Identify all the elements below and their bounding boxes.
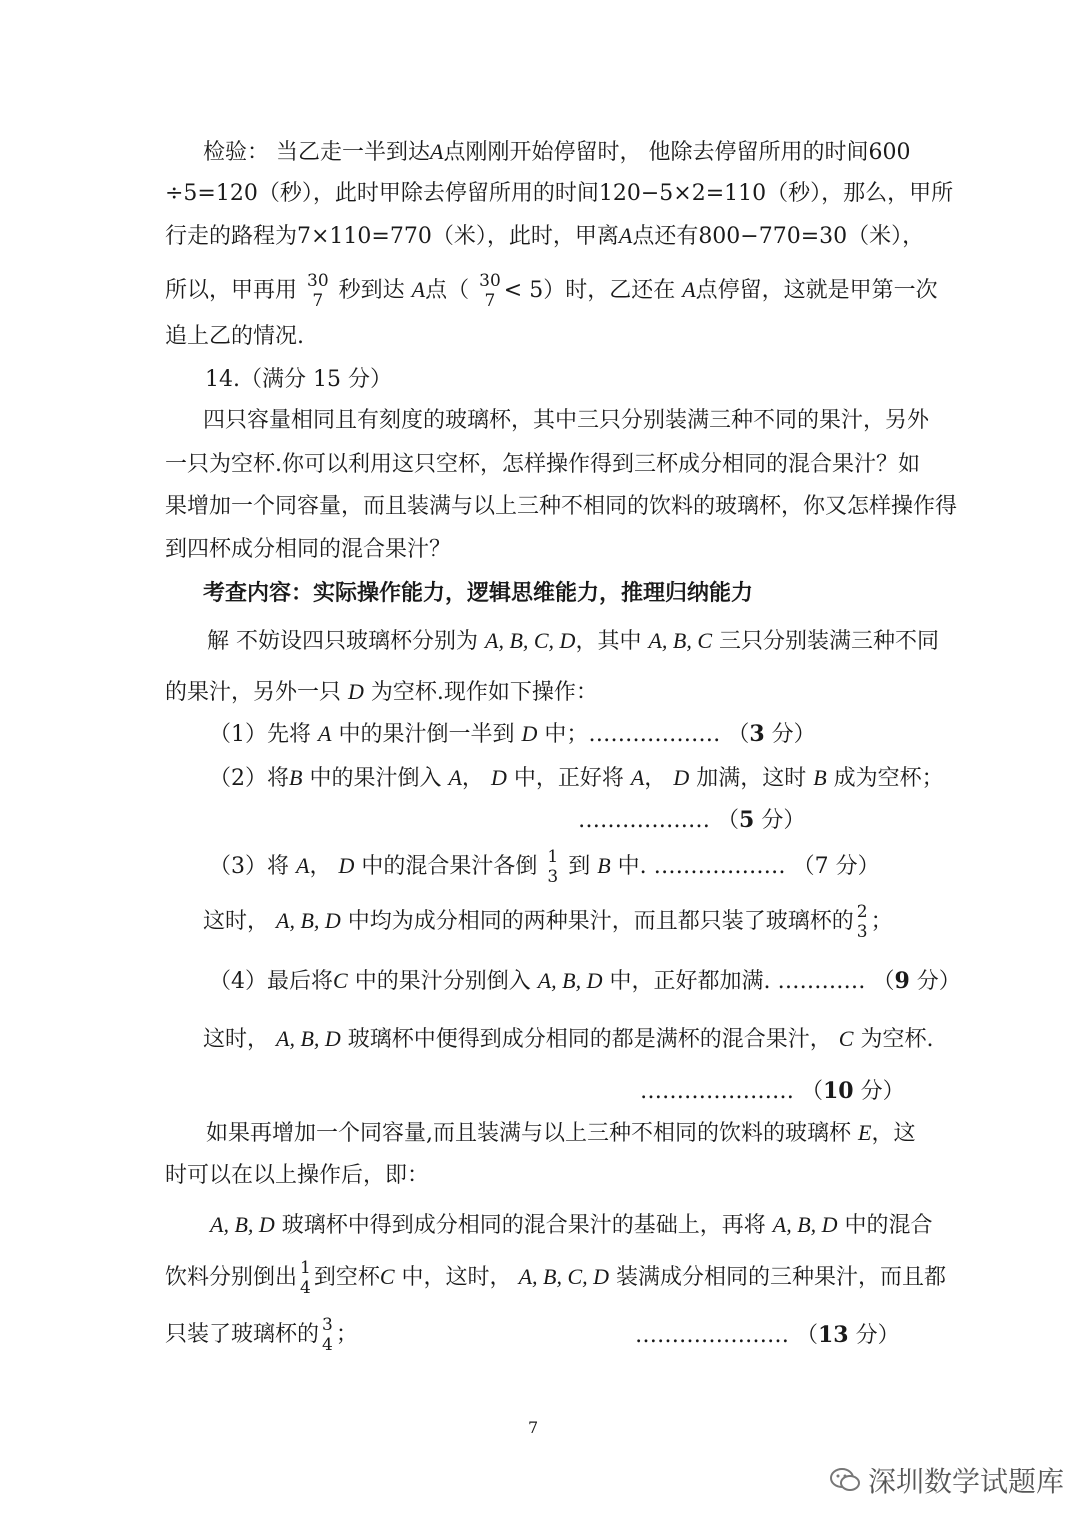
text-line: 果增加一个同容量，而且装满与以上三种不相同的饮料的玻璃杯，你又怎样操作得 [165,494,958,519]
text-line: A, B, D 玻璃杯中得到成分相同的混合果汁的基础上，再将 A, B, D 中的混合 [210,1212,933,1238]
fraction: 30 7 [479,271,501,311]
text-line: 只装了玻璃杯的 3 4 ； [165,1315,358,1355]
text-line: 这时， A, B, D 中均为成分相同的两种果汁，而且都只装了玻璃杯的 2 3 ； [203,902,893,942]
text-line: 一只为空杯.你可以利用这只空杯，怎样操作得到三杯成分相同的混合果汁？如 [165,452,920,477]
text-line: 时可以在以上操作后，即： [165,1163,430,1188]
fraction: 30 7 [307,271,329,311]
text-line: 如果再增加一个同容量,而且装满与以上三种不相同的饮料的玻璃杯 E，这 [206,1120,916,1146]
text-line: 这时， A, B, D 玻璃杯中便得到成分相同的都是满杯的混合果汁， C 为空杯. [203,1026,934,1052]
step-4-score: ………………… （10 分） [640,1078,905,1104]
question-heading: 14.（满分 15 分） [205,367,392,392]
step-2: （2）将B 中的果汁倒入 A， D 中，正好将 A， D 加满，这时 B 成为空杯； [209,765,944,791]
watermark [830,1460,1064,1500]
step-1: （1）先将 A 中的果汁倒一半到 D 中；……………… （3 分） [209,721,816,747]
fraction: 3 4 [322,1315,333,1355]
fraction: 2 3 [856,902,868,942]
step-2-score: ……………… （5 分） [578,807,806,833]
text-line: 检验： 当乙走一半到达A点刚刚开始停留时， 他除去停留所用的时间600 [203,139,911,165]
step-5-score: ………………… （13 分） [635,1322,900,1348]
text-line: 的果汁，另外一只 D 为空杯.现作如下操作： [165,679,598,705]
wechat-icon [830,1467,860,1493]
text-line: 追上乙的情况. [165,324,304,349]
text-line: 行走的路程为7×110=770（米），此时，甲离A点还有800−770=30（米）， [165,223,925,249]
text-line: 所以，甲再用 30 7 秒到达 A点（ 30 7 < 5）时，乙还在 A点停留，这就是甲第一次 [165,271,938,311]
page-number: 7 [528,1418,539,1437]
text-line: 四只容量相同且有刻度的玻璃杯，其中三只分别装满三种不同的果汁，另外 [203,408,930,433]
text-line: 饮料分别倒出 1 4 到空杯C 中，这时， A, B, C, D 装满成分相同的三种果汁，而且都 [165,1258,947,1298]
fraction: 1 3 [547,847,559,887]
text-line: ÷5=120（秒），此时甲除去停留所用的时间120−5×2=110（秒），那么，甲所 [165,181,954,206]
fraction: 1 4 [300,1258,311,1298]
text-line: 解 不妨设四只玻璃杯分别为 A, B, C, D，其中 A, B, C 三只分别装满三种不同 [207,628,940,654]
watermark-text: 深圳数学试题库 [868,1465,1065,1498]
step-3: （3）将 A， D 中的混合果汁各倒 1 3 到 B 中. ……………… （7 分） [209,847,880,887]
text-line: 到四杯成分相同的混合果汁？ [165,537,452,562]
step-4: （4）最后将C 中的果汁分别倒入 A, B, D 中，正好都加满. ………… （9 分） [209,968,961,994]
content-heading: 考查内容：实际操作能力，逻辑思维能力，推理归纳能力 [203,580,754,606]
